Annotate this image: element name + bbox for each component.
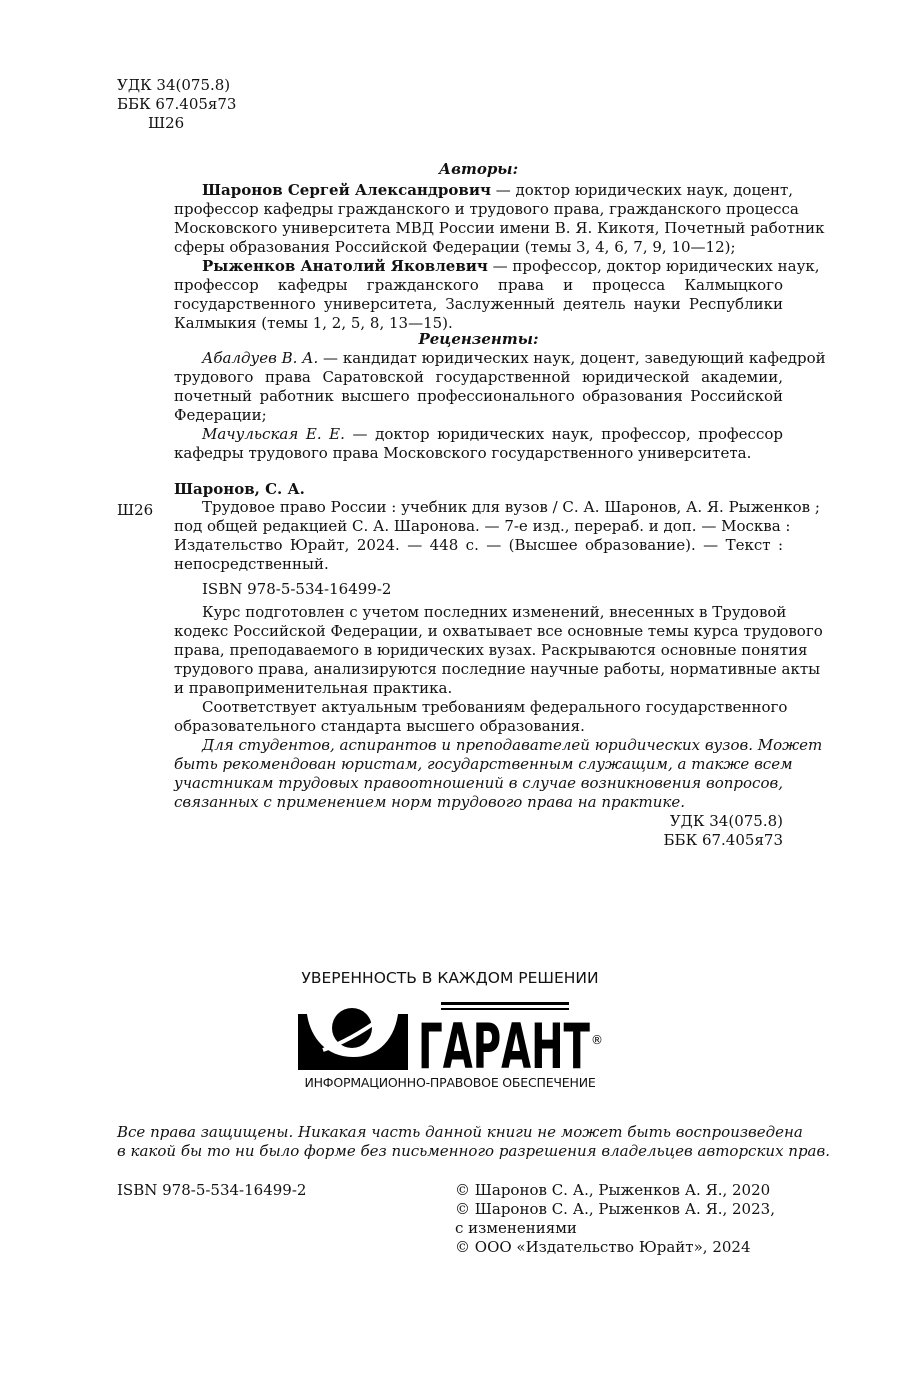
rights-line2: в какой бы то ни было форме без письменного разрешения владельцев авторских прав.: [117, 1142, 830, 1160]
copyright-line2b: с изменениями: [455, 1219, 577, 1237]
annotation-bbk: ББК 67.405я73: [663, 831, 783, 849]
catalog-line1: Трудовое право России : учебник для вузов / С. А. Шаронов, А. Я. Рыженков ;: [202, 498, 820, 516]
catalog-line2: под общей редакцией С. А. Шаронова. — 7-е изд., перераб. и доп. — Москва :: [174, 517, 791, 535]
annotation-p3-line2: быть рекомендован юристам, государственным служащим, а также всем: [174, 755, 793, 773]
catalog-isbn: ISBN 978-5-534-16499-2: [202, 580, 392, 598]
logo-slogan: УВЕРЕННОСТЬ В КАЖДОМ РЕШЕНИИ: [301, 969, 599, 987]
annotation-p1-line4: трудового права, анализируются последние научные работы, нормативные акты: [174, 660, 821, 678]
reviewer1-line2: трудового права Саратовской государственной юридической академии,: [174, 368, 783, 386]
annotation-p3-line4: связанных с применением норм трудового права на практике.: [174, 793, 685, 811]
rights-line1: Все права защищены. Никакая часть данной книги не может быть воспроизведена: [117, 1123, 803, 1141]
catalog-heading: Шаронов, С. А.: [174, 480, 305, 498]
copyright-line1: © Шаронов С. А., Рыженков А. Я., 2020: [455, 1181, 771, 1199]
garant-emblem-icon: [298, 1008, 408, 1070]
author1-line2: профессор кафедры гражданского и трудового права, гражданского процесса: [174, 200, 799, 218]
reviewer2-line1: Мачульская Е. Е. — доктор юридических наук, профессор, профессор: [202, 425, 783, 443]
reviewer2-line2: кафедры трудового права Московского государственного университета.: [174, 444, 752, 462]
author1-name: Шаронов Сергей Александрович: [202, 181, 491, 199]
catalog-record: [174, 498, 820, 574]
author2-line4: Калмыкия (темы 1, 2, 5, 8, 13—15).: [174, 314, 453, 332]
reviewer1-line3: почетный работник высшего профессионального образования Российской: [174, 387, 783, 405]
logo-registered: ®: [591, 1033, 603, 1047]
reviewers-block: [174, 349, 826, 463]
copyright-line3: © ООО «Издательство Юрайт», 2024: [455, 1238, 751, 1256]
reviewer1-name: Абалдуев В. А.: [202, 349, 319, 367]
annotation-p1-line3: права, преподаваемого в юридических вузах. Раскрываются основные понятия: [174, 641, 808, 659]
logo-brand: ГАРАНТ: [418, 1010, 590, 1074]
annotation-block: [174, 603, 823, 850]
catalog-line4: непосредственный.: [174, 555, 329, 573]
author1-line3: Московского университета МВД России имени В. Я. Кикотя, Почетный работник: [174, 219, 825, 237]
annotation-udk: УДК 34(075.8): [669, 812, 783, 830]
author2-name: Рыженков Анатолий Яковлевич: [202, 257, 488, 275]
annotation-p3-line3: участникам трудовых правоотношений в случае возникновения вопросов,: [174, 774, 783, 792]
author2-line1: Рыженков Анатолий Яковлевич — профессор, доктор юридических наук,: [202, 257, 820, 275]
udk-code: УДК 34(075.8): [117, 76, 231, 94]
annotation-p2-line2: образовательного стандарта высшего образования.: [174, 717, 585, 735]
annotation-p1-line1: Курс подготовлен с учетом последних изменений, внесенных в Трудовой: [202, 603, 787, 621]
authors-heading: Авторы:: [438, 160, 519, 178]
reviewer1-line1: Абалдуев В. А. — кандидат юридических наук, доцент, заведующий кафедрой: [202, 349, 826, 367]
catalog-side-mark: Ш26: [117, 501, 154, 519]
author1-line4: сферы образования Российской Федерации (темы 3, 4, 6, 7, 9, 10—12);: [174, 238, 736, 256]
logo-subtitle: ИНФОРМАЦИОННО-ПРАВОВОЕ ОБЕСПЕЧЕНИЕ: [304, 1075, 596, 1090]
author2-line2: профессор кафедры гражданского права и процесса Калмыцкого: [174, 276, 783, 294]
annotation-p1-line2: кодекс Российской Федерации, и охватывает все основные темы курса трудового: [174, 622, 823, 640]
reviewers-heading: Рецензенты:: [418, 330, 539, 348]
garant-logo: [295, 1000, 607, 1074]
footer-isbn: ISBN 978-5-534-16499-2: [117, 1181, 307, 1199]
copyright-block: [455, 1181, 775, 1257]
rights-notice: [117, 1123, 830, 1161]
author2-line3: государственного университета, Заслуженный деятель науки Республики: [174, 295, 783, 313]
annotation-p2-line1: Соответствует актуальным требованиям федерального государственного: [202, 698, 788, 716]
annotation-p1-line5: и правоприменительная практика.: [174, 679, 453, 697]
authors-block: [174, 181, 825, 333]
bbk-code: ББК 67.405я73: [117, 95, 237, 113]
reviewer2-name: Мачульская Е. Е.: [202, 425, 345, 443]
annotation-p3-line1: Для студентов, аспирантов и преподавателей юридических вузов. Может: [202, 736, 823, 754]
catalog-line3: Издательство Юрайт, 2024. — 448 с. — (Высшее образование). — Текст :: [174, 536, 783, 554]
author1-line1: Шаронов Сергей Александрович — доктор юридических наук, доцент,: [202, 181, 794, 199]
author-mark: Ш26: [148, 114, 185, 132]
copyright-line2: © Шаронов С. А., Рыженков А. Я., 2023,: [455, 1200, 775, 1218]
reviewer1-line4: Федерации;: [174, 406, 267, 424]
